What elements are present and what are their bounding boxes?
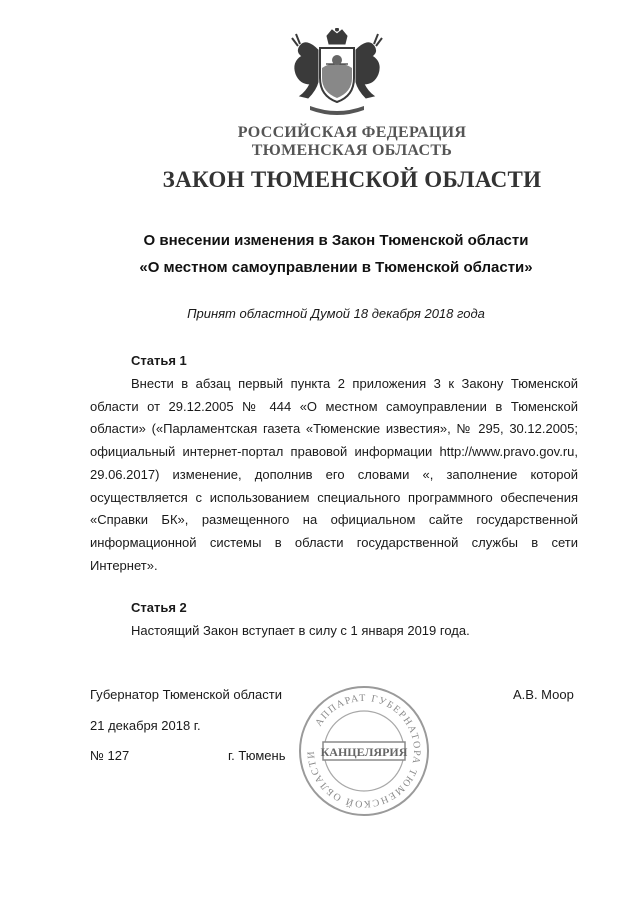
office-stamp [297,684,431,818]
law-heading: ЗАКОН ТЮМЕНСКОЙ ОБЛАСТИ [162,167,542,192]
article-2-text: Настоящий Закон вступает в силу с 1 января 2019 года. [131,623,470,638]
country-heading: РОССИЙСКАЯ ФЕДЕРАЦИЯ [237,124,467,141]
region-heading: ТЮМЕНСКАЯ ОБЛАСТЬ [251,142,453,159]
coat-of-arms-icon [282,28,392,118]
law-number: № 127 [90,748,130,763]
adoption-note: Принят областной Думой 18 декабря 2018 года [187,306,485,321]
signature-city: г. Тюмень [228,748,286,763]
document-title-line2: «О местном самоуправлении в Тюменской области» [139,259,533,276]
signature-date: 21 декабря 2018 г. [90,718,201,733]
article-1-heading: Статья 1 [131,353,187,368]
stamp-ring-text: АППАРАТ ГУБЕРНАТОРА ТЮМЕНСКОЙ ОБЛАСТИ [305,692,423,810]
document-title-line1: О внесении изменения в Закон Тюменской области [143,232,529,249]
stamp-center-text: КАНЦЕЛЯРИЯ [320,745,408,759]
article-2-heading: Статья 2 [131,600,187,615]
signatory-position: Губернатор Тюменской области [90,687,282,702]
article-1-text: Внести в абзац первый пункта 2 приложения 3 к Закону Тюменской области от 29.12.2005 № 444 «О местном самоуправлении в Тюменской области» («Парламентская газета «Тюменские известия», № 295, 30.12.2005; официальный интернет-портал правовой информации http://www.pravo.gov.ru, 29.06.2017) изменение, дополнив его словами «, заполнение которой осуществляется с использованием специального программного обеспечения «Справки БК», размещенного на официальном сайте государственной информационной системы в области государственной службы в сети Интернет». [90,376,578,573]
signatory-name: А.В. Моор [513,687,574,702]
